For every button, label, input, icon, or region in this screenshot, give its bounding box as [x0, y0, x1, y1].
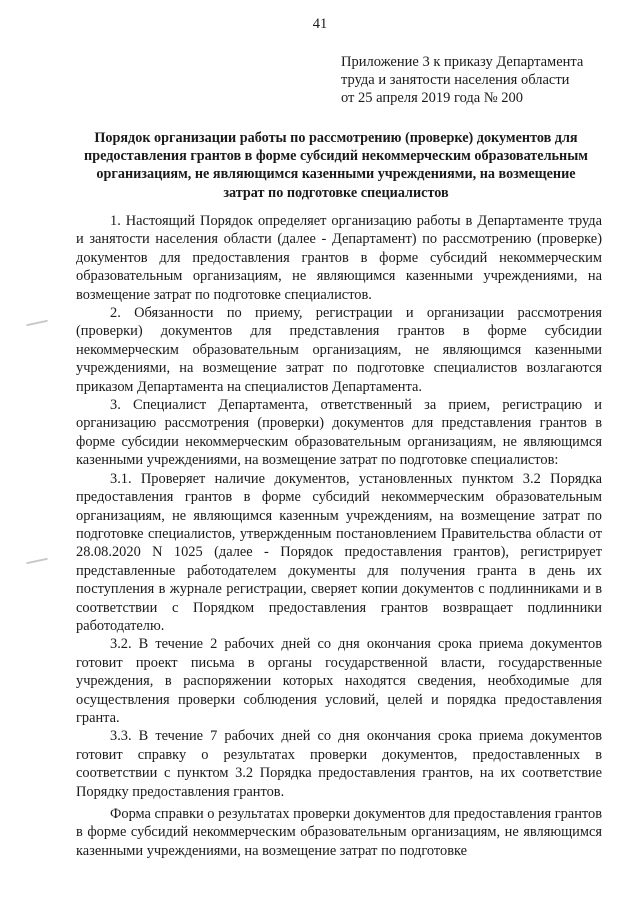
paragraph-3-2: 3.2. В течение 2 рабочих дней со дня окончания срока приема документов готовит проект письма в органы государственной власти, государственные учреждения, в распоряжении которых находятся сведения, необходимые для осуществления проверки соблюдения условий, целей и порядка предоставления гранта.: [76, 636, 602, 726]
paragraph-2: 2. Обязанности по приему, регистрации и организации рассмотрения (проверки) документов для представления грантов в форме субсидии некоммерческим образовательным организациям, не являющимся казенными учреждениями, на возмещение затрат по подготовке специалистов возлагаются приказом Департамента на специалистов Департамента.: [76, 305, 602, 395]
appendix-line: Приложение 3 к приказу Департамента: [341, 54, 584, 70]
paragraph-3-3: 3.3. В течение 7 рабочих дней со дня окончания срока приема документов готовит справку о результатах проверки документов, предоставленных в соответствии с пунктом 3.2 Порядка предоставления грантов, на их соответствие Порядку предоставления грантов.: [76, 728, 602, 800]
paragraph-1: 1. Настоящий Порядок определяет организацию работы в Департаменте труда и занятости населения области (далее - Департамент) по рассмотрению (проверке) документов для предоставления грантов в форме субсидий некоммерческим образовательным организациям, не являющимся казенными учреждениями, на возмещение затрат по подготовке специалистов.: [76, 213, 602, 303]
paragraph-3: 3. Специалист Департамента, ответственный за прием, регистрацию и организацию рассмотрения (проверки) документов для представления грантов в форме субсидии некоммерческим образовательным организациям, не являющимся казенными учреждениями, на возмещение затрат по подготовке специалистов:: [76, 397, 602, 469]
document-title: Порядок организации работы по рассмотрению (проверке) документов для предоставления грантов в форме субсидий некоммерческим образовательным организациям, не являющимся казенными учреждениями, на возмещение затрат по подготовке специалистов: [84, 130, 588, 201]
appendix-line: труда и занятости населения области: [341, 72, 570, 88]
appendix-header: [341, 53, 605, 107]
scan-artifact: [26, 558, 48, 565]
paragraph-3-1: 3.1. Проверяет наличие документов, установленных пунктом 3.2 Порядка предоставления грантов в форме субсидий некоммерческим образовательным организациям, не являющимся казенным учреждениям, на возмещение затрат по подготовке специалистов, утвержденным постановлением Правительства области от 28.08.2020 N 1025 (далее - Порядок предоставления грантов), регистрирует представленные работодателем документы для получения гранта в день их поступления в журнале регистрации, сверяет копии документов с подлинниками и в соответствии с Порядком предоставления грантов возвращает подлинники работодателю.: [76, 470, 602, 634]
document-body: [76, 212, 602, 860]
page-number: 41: [312, 16, 328, 32]
scan-artifact: [26, 320, 48, 327]
appendix-line: от 25 апреля 2019 года № 200: [341, 90, 524, 106]
paragraph-4: Форма справки о результатах проверки документов для предоставления грантов в форме субсидий некоммерческим образовательным организациям, не являющимся казенными учреждениями, на возмещение затрат по подготовке: [76, 806, 602, 859]
